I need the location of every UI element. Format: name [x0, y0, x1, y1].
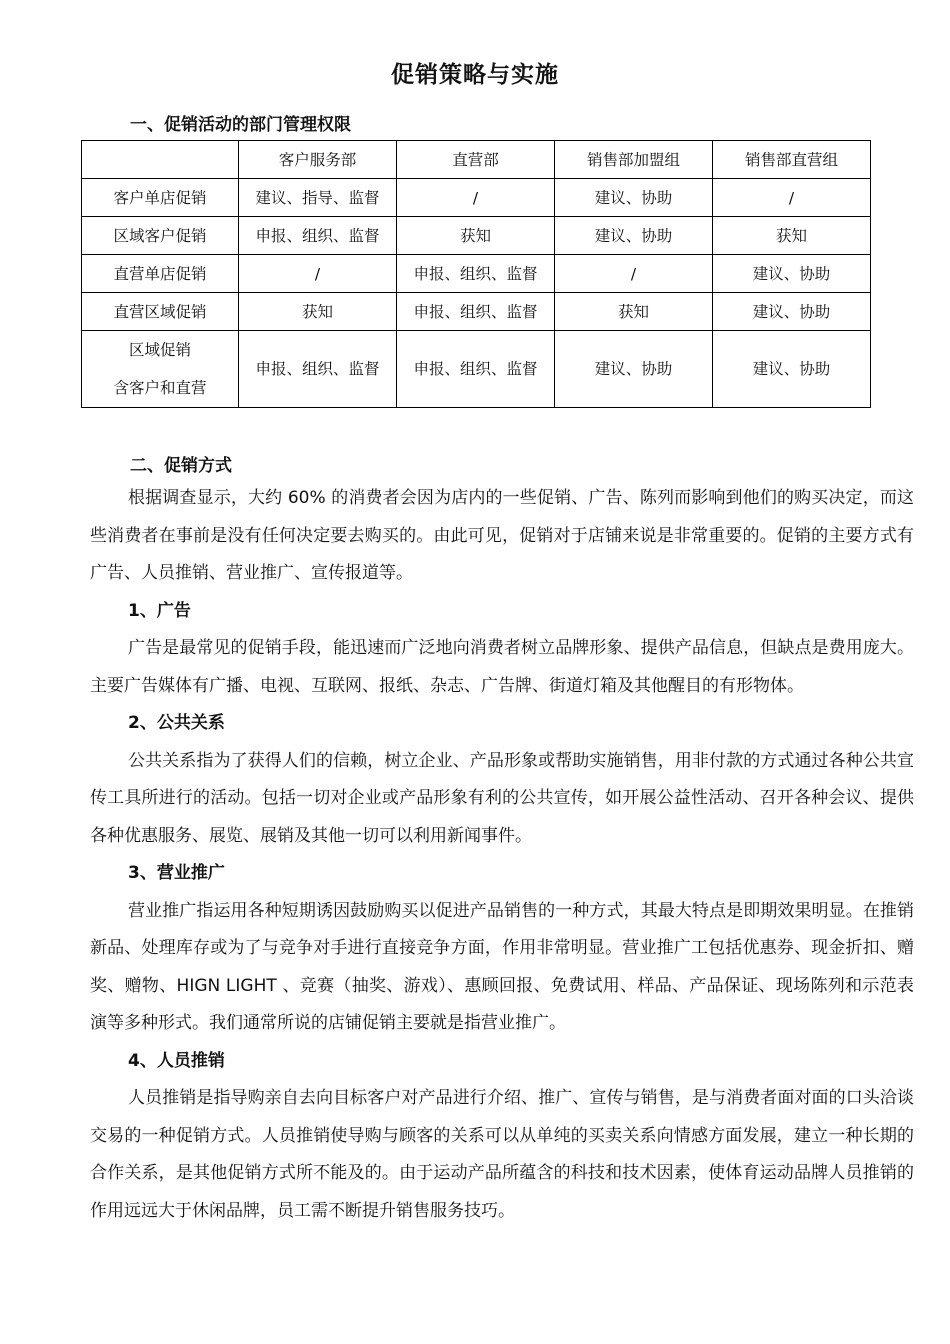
table-row-label: 区域客户促销: [82, 217, 239, 255]
page-title: 促销策略与实施: [391, 62, 559, 88]
subsection-heading: 3、营业推广: [128, 863, 225, 883]
table-row: [82, 217, 871, 255]
table-row: [82, 331, 871, 408]
row-label-line2: 含客户和直营: [113, 379, 207, 397]
table-cell: 申报、组织、监督: [397, 331, 555, 408]
table-cell: /: [555, 255, 713, 293]
table-row-label: 直营单店促销: [82, 255, 239, 293]
paragraph: 人员推销是指导购亲自去向目标客户对产品进行介绍、推广、宣传与销售，是与消费者面对面的口头洽谈交易的一种促销方式。人员推销使导购与顾客的关系可以从单纯的买卖关系向情感方面发展，建立一种长期的合作关系，是其他促销方式所不能及的。由于运动产品所蕴含的科技和技术因素，使体育运动品牌人员推销的作用远远大于休闲品牌，员工需不断提升销售服务技巧。: [90, 1088, 914, 1221]
table-cell: 申报、组织、监督: [239, 217, 397, 255]
subsection-heading: 1、广告: [128, 600, 191, 621]
table-row-label: [82, 331, 239, 408]
table-row-label: 直营区域促销: [82, 293, 239, 331]
table-cell: 建议、协助: [713, 293, 871, 331]
table-cell: 获知: [397, 217, 555, 255]
table-row: [82, 293, 871, 331]
table-cell: /: [239, 255, 397, 293]
table-row: [82, 179, 871, 217]
section2-body: [90, 480, 914, 1230]
subsection-heading: 4、人员推销: [128, 1050, 225, 1071]
table-header-cell: 直营部: [397, 141, 555, 179]
intro-paragraph: 根据调查显示，大约 60% 的消费者会因为店内的一些促销、广告、陈列而影响到他们的购买决定，而这些消费者在事前是没有任何决定要去购买的。由此可见，促销对于店铺来说是非常重要的。促销的主要方式有广告、人员推销、营业推广、宣传报道等。: [90, 488, 914, 583]
table-header-row: [82, 141, 871, 179]
section2-heading: 二、促销方式: [130, 456, 232, 476]
paragraph: 营业推广指运用各种短期诱因鼓励购买以促进产品销售的一种方式，其最大特点是即期效果明显。在推销新品、处理库存或为了与竞争对手进行直接竞争方面，作用非常明显。营业推广工包括优惠券、现金折扣、赠奖、赠物、HIGN LIGHT 、竞赛（抽奖、游戏）、惠顾回报、免费试用、样品、产品保证、现场陈列和示范表演等多种形式。我们通常所说的店铺促销主要就是指营业推广。: [90, 900, 914, 1033]
table-cell: 建议、协助: [713, 331, 871, 408]
table-header-cell: 销售部直营组: [713, 141, 871, 179]
subsection-heading: 2、公共关系: [128, 713, 225, 733]
table-cell: 建议、指导、监督: [239, 179, 397, 217]
table-cell: 建议、协助: [555, 179, 713, 217]
table-row: [82, 255, 871, 293]
table-header-cell: 客户服务部: [239, 141, 397, 179]
table-cell: 获知: [239, 293, 397, 331]
table-cell: 申报、组织、监督: [239, 331, 397, 408]
table-header-cell: 销售部加盟组: [555, 141, 713, 179]
table-header-cell: [82, 141, 239, 179]
table-cell: /: [713, 179, 871, 217]
table-cell: 建议、协助: [555, 217, 713, 255]
table-cell: 申报、组织、监督: [397, 293, 555, 331]
paragraph: 广告是最常见的促销手段，能迅速而广泛地向消费者树立品牌形象、提供产品信息，但缺点是费用庞大。主要广告媒体有广播、电视、互联网、报纸、杂志、广告牌、街道灯箱及其他醒目的有形物体。: [90, 638, 914, 696]
table-cell: 获知: [555, 293, 713, 331]
paragraph: 公共关系指为了获得人们的信赖，树立企业、产品形象或帮助实施销售，用非付款的方式通过各种公共宣传工具所进行的活动。包括一切对企业或产品形象有利的公共宣传，如开展公益性活动、召开各种会议、提供各种优惠服务、展览、展销及其他一切可以利用新闻事件。: [90, 750, 914, 846]
table-cell: 获知: [713, 217, 871, 255]
table-row-label: 客户单店促销: [82, 179, 239, 217]
table-cell: 建议、协助: [555, 331, 713, 408]
table-cell: /: [397, 179, 555, 217]
table-cell: 申报、组织、监督: [397, 255, 555, 293]
permissions-table: [81, 140, 871, 408]
section1-heading: 一、促销活动的部门管理权限: [130, 115, 351, 135]
row-label-line1: 区域促销: [128, 341, 191, 359]
table-cell: 建议、协助: [713, 255, 871, 293]
